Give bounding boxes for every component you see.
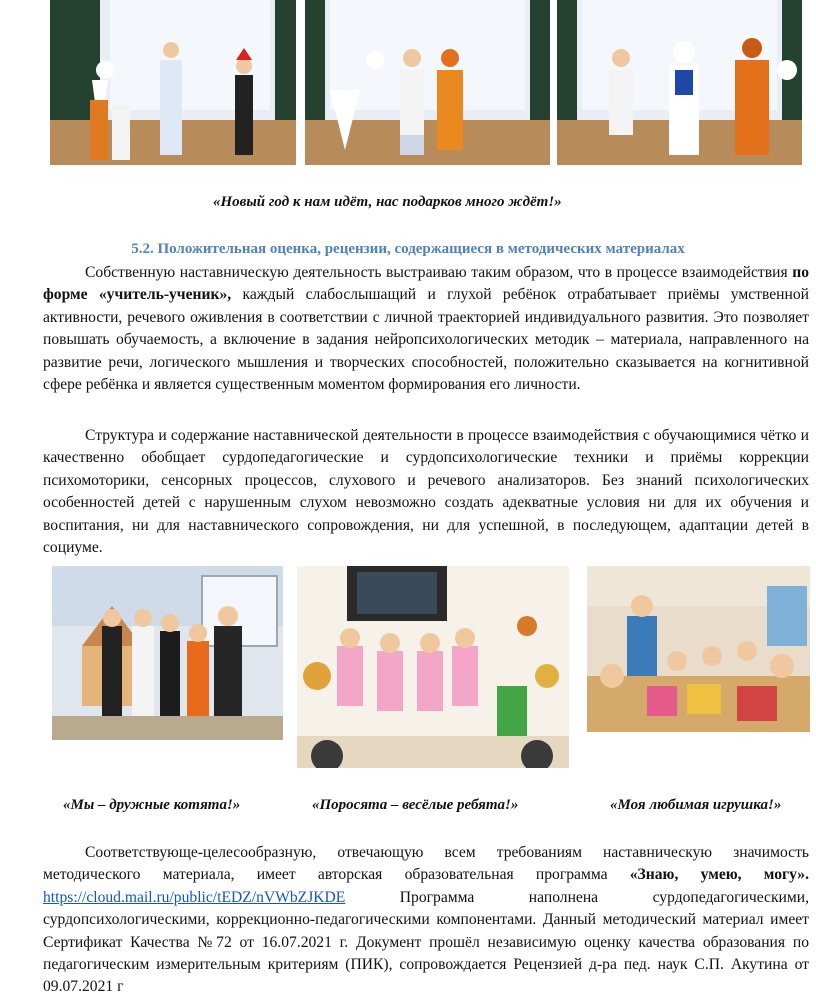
kittens-photo	[52, 566, 283, 740]
photo-caption-toy: «Моя любимая игрушка!»	[610, 797, 782, 813]
paragraph-3	[43, 842, 809, 999]
program-link[interactable]: https://cloud.mail.ru/public/tEDZ/nVWbZJKDE	[43, 888, 346, 906]
paragraph-1	[43, 262, 809, 396]
section-heading: 5.2. Положительная оценка, рецензии, содержащиеся в методических материалах	[131, 241, 685, 257]
new-year-stage-photo-2	[305, 0, 550, 165]
paragraph-1-bold: по форме «учитель-ученик»,	[43, 264, 809, 304]
paragraph-1-text-b: каждый слабослышащий и глухой ребёнок отрабатывает приёмы умственной активности, речевого оживления в соответствии с личной траекторией индивидуального развития. Это позволяет повышать обучаемость, а включение в задания нейропсихологических методик – материала, направленного на развитие речи, логического мышления и творческих способностей, положительно сказывается на когнитивной сфере ребёнка и является существенным моментом формирования его личности.	[43, 286, 809, 394]
photo-caption-piglets: «Поросята – весёлые ребята!»	[312, 797, 519, 813]
top-caption: «Новый год к нам идёт, нас подарков много ждёт!»	[213, 194, 562, 210]
paragraph-3-text-a: Соответствующе-целесообразную, отвечающую всем требованиям наставническую значимость методического материала, имеет авторская образовательная программа	[43, 844, 809, 884]
favorite-toy-photo	[587, 566, 810, 732]
new-year-stage-photo-3	[557, 0, 802, 165]
new-year-stage-photo-1	[50, 0, 296, 165]
paragraph-2: Структура и содержание наставнической деятельности в процессе взаимодействия с обучающимися чётко и качественно обобщает сурдопедагогические и сурдопсихологические техники и приёмы коррекции психомоторики, сенсорных процессов, слухового и речевого анализаторов. Без знаний психологических особенностей детей с нарушенным слухом невозможно создать адекватные условия ни для их обучения и воспитания, ни для наставнического сопровождения, ни для успешной, в последующем, адаптации детей в социуме.	[43, 427, 809, 557]
piglets-photo	[297, 566, 569, 768]
paragraph-1-text-a: Собственную наставническую деятельность выстраиваю таким образом, что в процессе взаимодействия	[85, 264, 793, 281]
paragraph-3-text-b: Программа наполнена сурдопедагогическими, сурдопсихологическими, коррекционно-педагогическими компонентами. Данный методический материал имеет Сертификат Качества №72 от 16.07.2021 г. Документ прошёл независимую оценку качества образования по педагогическим измерительным критериям (ПИК), сопровождается Рецензией д-ра пед. наук С.П. Акутина от 09.07.2021 г	[43, 888, 809, 996]
program-title: «Знаю, умею, могу».	[629, 866, 809, 884]
photo-caption-kittens: «Мы – дружные котята!»	[63, 797, 241, 813]
